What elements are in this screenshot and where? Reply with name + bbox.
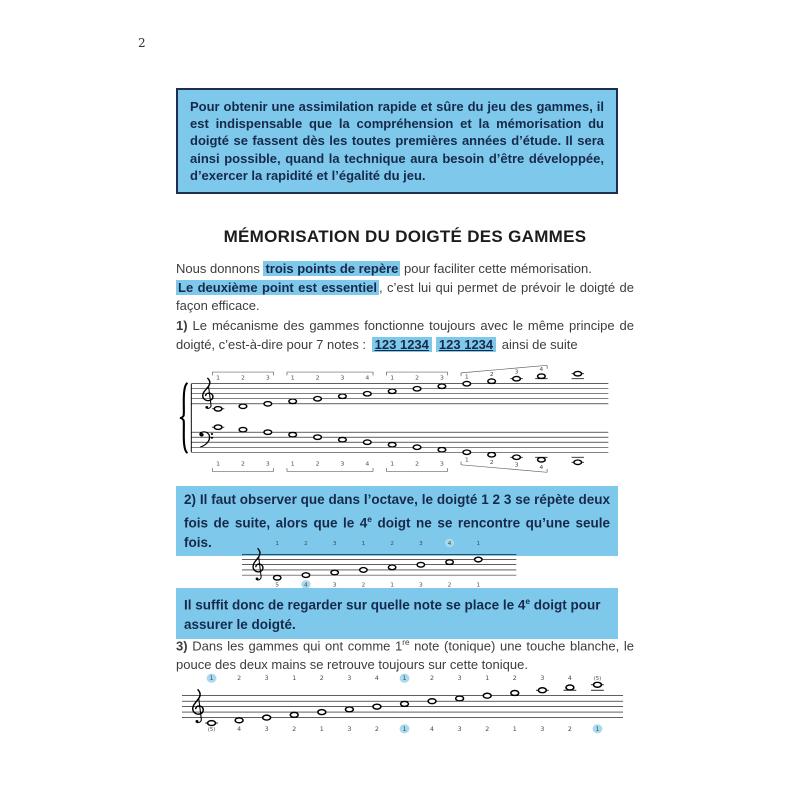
intro-paragraph xyxy=(176,260,634,316)
svg-text:4: 4 xyxy=(365,375,370,382)
svg-text:4: 4 xyxy=(539,465,544,471)
svg-text:1: 1 xyxy=(275,540,280,547)
svg-text:2: 2 xyxy=(319,675,324,683)
intro-text: , c’est lui qui permet de prévoir le doigté de façon efficace. xyxy=(176,279,635,313)
svg-text:3: 3 xyxy=(347,726,352,733)
octave-staff-notation xyxy=(242,537,520,589)
svg-text:3: 3 xyxy=(347,675,352,683)
svg-text:2: 2 xyxy=(415,375,419,382)
svg-text:1: 1 xyxy=(390,461,395,468)
svg-text:3: 3 xyxy=(340,375,345,382)
superscript: e xyxy=(367,513,372,524)
svg-text:1: 1 xyxy=(390,582,395,589)
figure-octave-fingering xyxy=(242,537,520,589)
svg-text:2: 2 xyxy=(374,726,379,733)
svg-text:4: 4 xyxy=(304,582,308,589)
point-3-text: Dans les gammes qui ont comme 1 xyxy=(187,638,403,654)
point-2-text-end: doigt ne se rencontre qu’une seule fois. xyxy=(184,515,610,550)
point-3-text-end: note (tonique) une touche blanche, le pouce des deux mains se retrouve toujours sur cette tonique. xyxy=(176,638,634,672)
point-1-text: Le mécanisme des gammes fonctionne toujours avec le même principe de doigté, c’est-à-dire pour 7 notes : xyxy=(176,318,634,352)
point-1-paragraph xyxy=(176,317,634,354)
svg-text:4: 4 xyxy=(365,461,370,468)
svg-text:3: 3 xyxy=(540,726,545,733)
svg-text:3: 3 xyxy=(418,540,423,547)
svg-text:1: 1 xyxy=(216,461,221,468)
page-title: MÉMORISATION DU DOIGTÉ DES GAMMES xyxy=(223,227,587,246)
svg-text:2: 2 xyxy=(485,726,490,733)
point-3-paragraph xyxy=(176,634,634,674)
page-number: 2 xyxy=(138,36,146,50)
svg-text:3: 3 xyxy=(418,582,423,589)
svg-text:2: 2 xyxy=(430,675,435,683)
svg-text:1: 1 xyxy=(402,726,407,733)
svg-text:3: 3 xyxy=(514,369,519,376)
svg-text:4: 4 xyxy=(430,726,435,733)
svg-text:2: 2 xyxy=(567,726,572,733)
svg-text:3: 3 xyxy=(332,582,337,589)
intro-line-1 xyxy=(176,260,634,279)
svg-text:3: 3 xyxy=(265,461,270,468)
svg-text:2: 2 xyxy=(315,461,320,468)
svg-text:1: 1 xyxy=(464,374,469,381)
svg-text:3: 3 xyxy=(265,375,270,382)
svg-text:1: 1 xyxy=(290,461,295,468)
conclusion-highlight-block xyxy=(176,588,618,639)
svg-text:1: 1 xyxy=(512,726,517,733)
intro-line-2 xyxy=(176,279,634,316)
svg-text:2: 2 xyxy=(489,372,494,379)
svg-text:3: 3 xyxy=(340,461,345,468)
svg-text:2: 2 xyxy=(390,540,395,547)
highlighted-phrase: trois points de repère xyxy=(265,261,399,276)
intro-text: pour faciliter cette mémorisation. xyxy=(400,261,592,276)
svg-text:(5): (5) xyxy=(593,676,602,683)
point-1-number: 1) xyxy=(176,318,188,333)
svg-text:1: 1 xyxy=(595,726,600,733)
svg-text:2: 2 xyxy=(292,726,297,733)
superscript: e xyxy=(525,596,531,606)
svg-text:1: 1 xyxy=(402,675,407,683)
fingering-pattern: 123 1234 xyxy=(372,337,432,352)
svg-text:3: 3 xyxy=(264,675,269,683)
svg-text:1: 1 xyxy=(361,540,366,547)
svg-text:2: 2 xyxy=(361,582,366,589)
svg-text:3: 3 xyxy=(439,375,444,382)
intro-box-text: Pour obtenir une assimilation rapide et sûre du jeu des gammes, il est indispensable que la compréhension et la mémorisation du doigté se fassent dès les toutes premières années d’étude. Il sera ainsi possible, quand la technique aura besoin d’être développée, d’exercer la rapidité et l’égalité du jeu. xyxy=(190,99,604,183)
svg-text:1: 1 xyxy=(464,457,469,464)
point-2-text: 2) Il faut observer que dans l’octave, le doigté 1 2 3 se répète deux fois de suite, alors que le 4 xyxy=(184,492,610,530)
svg-text:1: 1 xyxy=(485,675,490,683)
svg-text:1: 1 xyxy=(476,582,481,589)
point-3-number: 3) xyxy=(176,638,188,654)
svg-text:2: 2 xyxy=(241,375,245,382)
grand-staff-notation xyxy=(176,362,616,484)
svg-text:2: 2 xyxy=(241,461,245,468)
fingering-pattern: 123 1234 xyxy=(436,337,496,352)
svg-text:4: 4 xyxy=(374,675,379,683)
svg-text:1: 1 xyxy=(319,726,324,733)
figure-two-octave-tonic xyxy=(182,672,627,734)
svg-text:1: 1 xyxy=(476,540,481,547)
svg-text:3: 3 xyxy=(332,540,337,547)
svg-text:1: 1 xyxy=(216,375,221,382)
svg-text:3: 3 xyxy=(457,675,462,683)
svg-text:2: 2 xyxy=(304,540,308,547)
svg-text:4: 4 xyxy=(237,726,242,733)
two-octave-staff-notation xyxy=(182,672,627,734)
intro-text: Nous donnons xyxy=(176,261,264,276)
svg-text:1: 1 xyxy=(290,375,295,382)
svg-text:2: 2 xyxy=(447,582,452,589)
svg-text:5: 5 xyxy=(275,582,280,589)
content-column xyxy=(176,0,634,800)
superscript: re xyxy=(402,638,410,647)
svg-text:4: 4 xyxy=(567,675,572,683)
svg-text:4: 4 xyxy=(539,367,544,374)
svg-text:1: 1 xyxy=(292,675,297,683)
svg-text:3: 3 xyxy=(540,675,545,683)
svg-text:4: 4 xyxy=(447,540,452,547)
svg-text:2: 2 xyxy=(415,461,419,468)
point-1-text-end: ainsi de suite xyxy=(498,336,578,352)
svg-text:3: 3 xyxy=(264,726,269,733)
conclusion-text: Il suffit donc de regarder sur quelle note se place le 4 xyxy=(184,597,526,613)
svg-text:3: 3 xyxy=(439,461,444,468)
highlighted-phrase: Le deuxième point est essentiel xyxy=(178,279,377,295)
svg-text:2: 2 xyxy=(237,675,242,683)
svg-text:2: 2 xyxy=(489,460,494,466)
figure-grand-staff-scale xyxy=(176,362,616,484)
conclusion-text-end: doigt pour assurer le doigté. xyxy=(184,597,601,632)
svg-text:3: 3 xyxy=(457,726,462,733)
svg-text:2: 2 xyxy=(315,375,320,382)
svg-text:1: 1 xyxy=(390,375,395,382)
svg-text:2: 2 xyxy=(512,675,517,683)
svg-text:(5): (5) xyxy=(207,726,216,733)
svg-text:1: 1 xyxy=(209,675,214,683)
intro-highlight-box xyxy=(176,88,618,194)
svg-text:3: 3 xyxy=(514,462,519,469)
